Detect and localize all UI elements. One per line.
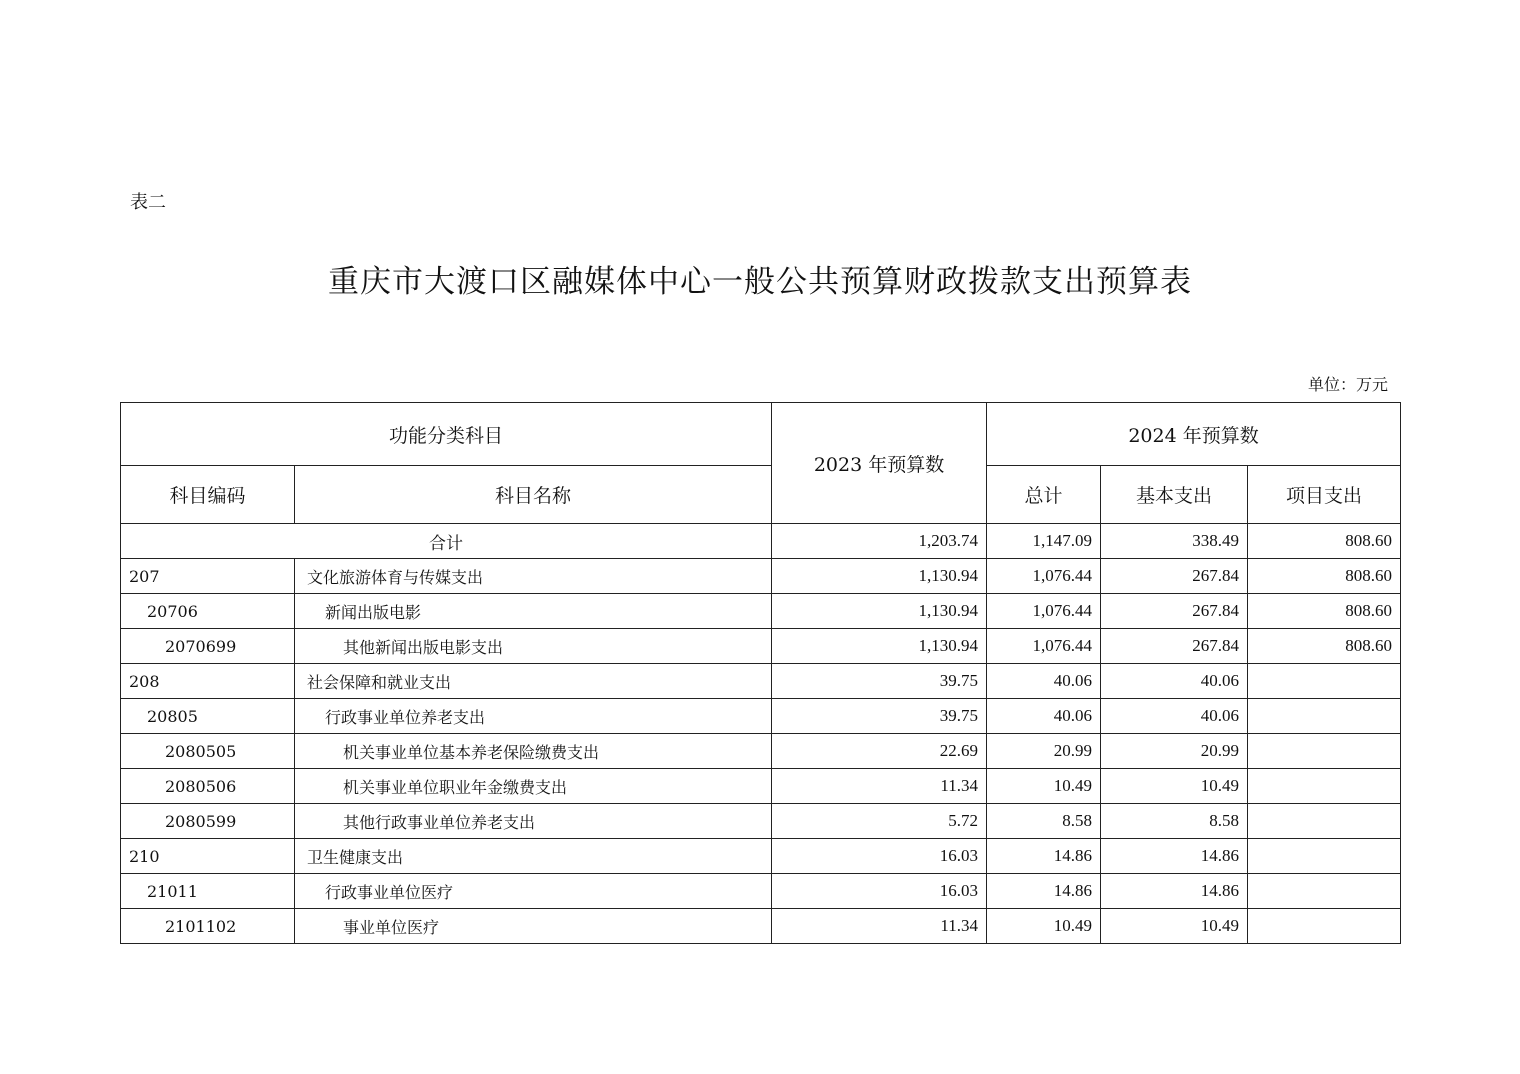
total-value: 8.58 [987, 804, 1101, 839]
subject-name: 社会保障和就业支出 [295, 664, 772, 699]
basic-expense-value: 8.58 [1101, 804, 1248, 839]
total-b2023: 1,203.74 [772, 524, 987, 559]
basic-expense-value: 40.06 [1101, 664, 1248, 699]
total-value: 40.06 [987, 664, 1101, 699]
table-row [121, 839, 1401, 874]
table-row [121, 699, 1401, 734]
project-expense-value: 808.60 [1248, 594, 1401, 629]
subject-name: 新闻出版电影 [295, 594, 772, 629]
subject-code: 207 [121, 559, 295, 594]
subject-code: 210 [121, 839, 295, 874]
project-expense-value [1248, 664, 1401, 699]
subject-code: 208 [121, 664, 295, 699]
budget-2023-value: 1,130.94 [772, 559, 987, 594]
page-title: 重庆市大渡口区融媒体中心一般公共预算财政拨款支出预算表 [328, 264, 1192, 300]
project-expense-value: 808.60 [1248, 559, 1401, 594]
budget-2023-value: 1,130.94 [772, 629, 987, 664]
budget-2023-value: 1,130.94 [772, 594, 987, 629]
total-value: 1,076.44 [987, 594, 1101, 629]
basic-expense-value: 10.49 [1101, 909, 1248, 944]
total-value: 20.99 [987, 734, 1101, 769]
budget-2023-value: 11.34 [772, 909, 987, 944]
table-row [121, 874, 1401, 909]
subject-name: 行政事业单位医疗 [295, 874, 772, 909]
table-row [121, 664, 1401, 699]
subject-code: 2070699 [121, 629, 295, 664]
project-expense-value [1248, 699, 1401, 734]
basic-expense-value: 10.49 [1101, 769, 1248, 804]
total-basic: 338.49 [1101, 524, 1248, 559]
table-row [121, 804, 1401, 839]
budget-table [120, 402, 1401, 944]
budget-2023-value: 16.03 [772, 874, 987, 909]
basic-expense-value: 14.86 [1101, 839, 1248, 874]
subject-code: 20706 [121, 594, 295, 629]
project-expense-value [1248, 804, 1401, 839]
subject-code: 2080505 [121, 734, 295, 769]
budget-2023-value: 5.72 [772, 804, 987, 839]
total-label: 合计 [121, 524, 772, 559]
project-expense-value [1248, 874, 1401, 909]
header-subject-name: 科目名称 [295, 466, 772, 524]
table-row [121, 559, 1401, 594]
total-value: 14.86 [987, 874, 1101, 909]
header-project-expense: 项目支出 [1248, 466, 1401, 524]
subject-name: 机关事业单位基本养老保险缴费支出 [295, 734, 772, 769]
budget-2023-value: 39.75 [772, 664, 987, 699]
basic-expense-value: 267.84 [1101, 559, 1248, 594]
subject-name: 事业单位医疗 [295, 909, 772, 944]
header-functional-classification: 功能分类科目 [121, 403, 772, 466]
project-expense-value [1248, 734, 1401, 769]
subject-name: 机关事业单位职业年金缴费支出 [295, 769, 772, 804]
subject-code: 21011 [121, 874, 295, 909]
table-label: 表二 [130, 192, 166, 213]
total-value: 1,076.44 [987, 629, 1101, 664]
project-expense-value: 808.60 [1248, 629, 1401, 664]
project-expense-value [1248, 769, 1401, 804]
total-project: 808.60 [1248, 524, 1401, 559]
table-row [121, 594, 1401, 629]
total-row [121, 524, 1401, 559]
subject-name: 行政事业单位养老支出 [295, 699, 772, 734]
basic-expense-value: 14.86 [1101, 874, 1248, 909]
total-value: 14.86 [987, 839, 1101, 874]
basic-expense-value: 267.84 [1101, 594, 1248, 629]
subject-code: 20805 [121, 699, 295, 734]
project-expense-value [1248, 909, 1401, 944]
total-value: 10.49 [987, 769, 1101, 804]
table-row [121, 909, 1401, 944]
subject-name: 其他新闻出版电影支出 [295, 629, 772, 664]
header-total: 总计 [987, 466, 1101, 524]
table-row [121, 629, 1401, 664]
budget-2023-value: 22.69 [772, 734, 987, 769]
basic-expense-value: 40.06 [1101, 699, 1248, 734]
subject-name: 文化旅游体育与传媒支出 [295, 559, 772, 594]
total-value: 10.49 [987, 909, 1101, 944]
budget-2023-value: 39.75 [772, 699, 987, 734]
budget-2023-value: 16.03 [772, 839, 987, 874]
basic-expense-value: 267.84 [1101, 629, 1248, 664]
project-expense-value [1248, 839, 1401, 874]
basic-expense-value: 20.99 [1101, 734, 1248, 769]
subject-name: 其他行政事业单位养老支出 [295, 804, 772, 839]
subject-code: 2080506 [121, 769, 295, 804]
subject-name: 卫生健康支出 [295, 839, 772, 874]
budget-2023-value: 11.34 [772, 769, 987, 804]
unit-label: 单位：万元 [1307, 375, 1388, 394]
header-subject-code: 科目编码 [121, 466, 295, 524]
header-basic-expense: 基本支出 [1101, 466, 1248, 524]
total-total: 1,147.09 [987, 524, 1101, 559]
table-row [121, 734, 1401, 769]
total-value: 1,076.44 [987, 559, 1101, 594]
total-value: 40.06 [987, 699, 1101, 734]
subject-code: 2101102 [121, 909, 295, 944]
subject-code: 2080599 [121, 804, 295, 839]
table-row [121, 769, 1401, 804]
header-budget-2024: 2024 年预算数 [987, 403, 1401, 466]
header-budget-2023: 2023 年预算数 [772, 403, 987, 524]
